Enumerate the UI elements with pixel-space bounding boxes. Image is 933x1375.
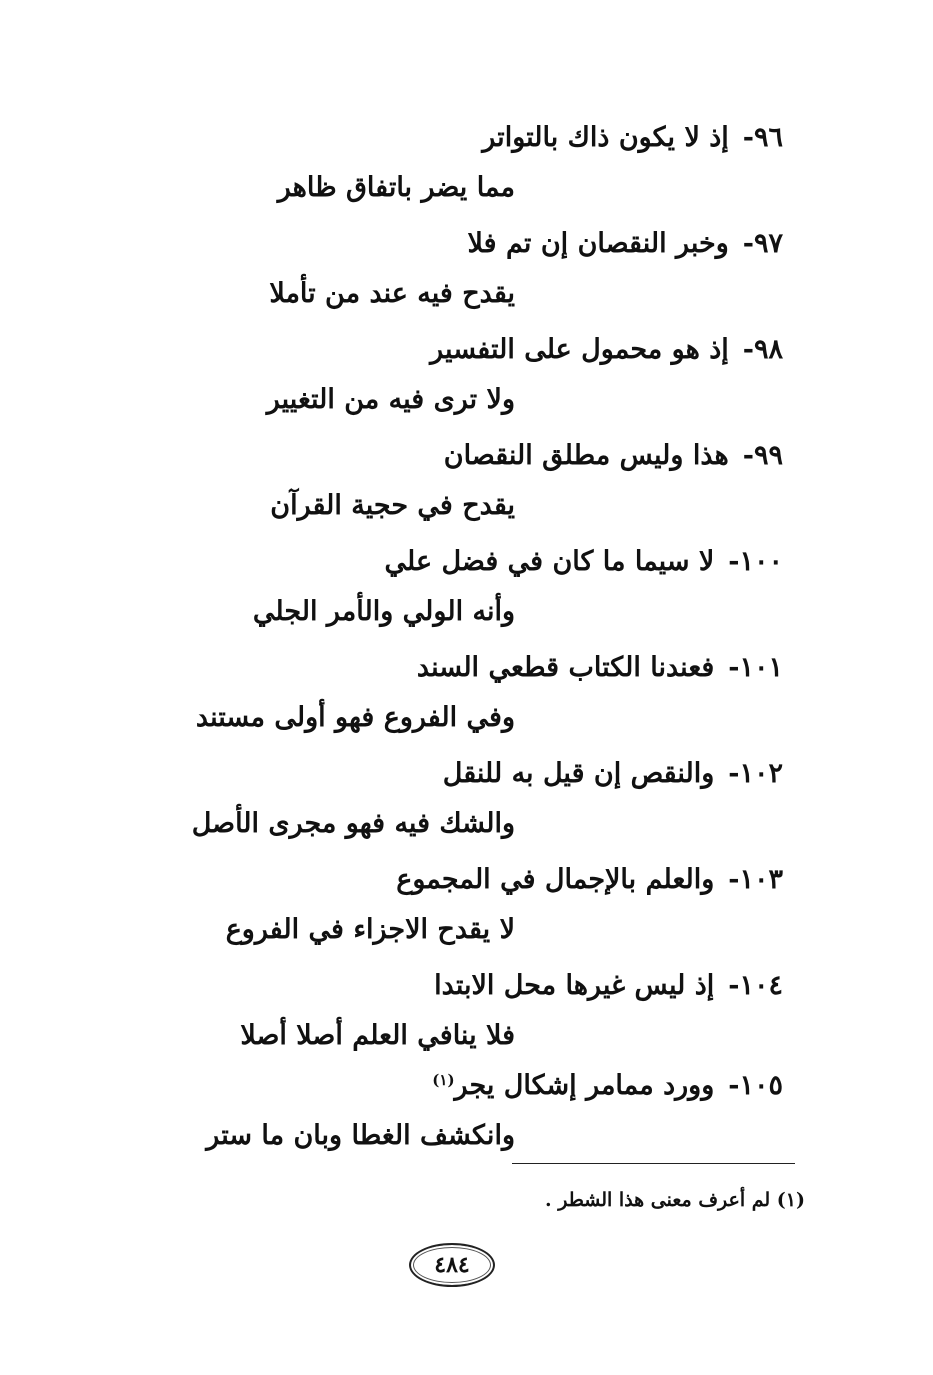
verse-first-hemistich: ٩٦-إذ لا يكون ذاك بالتواتر — [482, 118, 783, 158]
verse-104 — [0, 966, 933, 1076]
verse-101 — [0, 648, 933, 758]
verse-second-hemistich: لا يقدح الاجزاء في الفروع — [225, 914, 515, 945]
verse-100 — [0, 542, 933, 652]
verse-first-hemistich: ١٠٤-إذ ليس غيرها محل الابتدا — [434, 966, 783, 1006]
verse-105 — [0, 1066, 933, 1176]
verse-first-hemistich: ١٠١-فعندنا الكتاب قطعي السند — [417, 648, 783, 688]
verse-103 — [0, 860, 933, 970]
verse-98 — [0, 330, 933, 440]
verse-second-hemistich: يقدح فيه عند من تأملا — [269, 278, 515, 309]
verse-second-hemistich: فلا ينافي العلم أصلا أصلا — [240, 1020, 515, 1051]
verse-number: ٩٩- — [742, 440, 783, 471]
verse-number: ١٠٥- — [728, 1070, 783, 1101]
verse-96 — [0, 118, 933, 228]
verse-102 — [0, 754, 933, 864]
verse-second-hemistich: وأنه الولي والأمر الجلي — [252, 596, 515, 627]
verse-first-hemistich: ١٠٥-وورد ممامر إشكال يجر$^{(١)}$ — [432, 1066, 783, 1106]
verse-second-hemistich: وانكشف الغطا وبان ما ستر — [206, 1120, 515, 1151]
verse-second-hemistich: يقدح في حجية القرآن — [270, 490, 515, 521]
verse-99 — [0, 436, 933, 546]
footnote-marker: (١) — [432, 1071, 455, 1089]
footnote-text: (١) لم أعرف معنى هذا الشطر . — [544, 1189, 805, 1211]
footnote-separator — [512, 1163, 795, 1164]
verse-second-hemistich: ولا ترى فيه من التغيير — [266, 384, 515, 415]
verse-first-hemistich: ٩٩-هذا وليس مطلق النقصان — [444, 436, 783, 476]
verse-number: ٩٨- — [742, 334, 783, 365]
verse-second-hemistich: مما يضر باتفاق ظاهر — [277, 172, 515, 203]
verse-number: ١٠٢- — [728, 758, 783, 789]
page-number: ٤٨٤ — [434, 1252, 470, 1278]
verse-number: ٩٦- — [742, 122, 783, 153]
verse-first-hemistich: ١٠٢-والنقص إن قيل به للنقل — [443, 754, 783, 794]
verse-number: ٩٧- — [742, 228, 783, 259]
verse-number: ١٠١- — [728, 652, 783, 683]
verse-number: ١٠٠- — [728, 546, 783, 577]
verse-second-hemistich: وفي الفروع فهو أولى مستند — [195, 702, 515, 733]
verse-first-hemistich: ٩٨-إذ هو محمول على التفسير — [430, 330, 783, 370]
verse-number: ١٠٤- — [728, 970, 783, 1001]
verse-second-hemistich: والشك فيه فهو مجرى الأصل — [191, 808, 515, 839]
verse-97 — [0, 224, 933, 334]
page-number-badge — [409, 1243, 495, 1287]
verse-number: ١٠٣- — [728, 864, 783, 895]
verse-first-hemistich: ١٠٠-لا سيما ما كان في فضل علي — [385, 542, 783, 582]
verse-first-hemistich: ٩٧-وخبر النقصان إن تم فلا — [468, 224, 783, 264]
verse-first-hemistich: ١٠٣-والعلم بالإجمال في المجموع — [396, 860, 783, 900]
